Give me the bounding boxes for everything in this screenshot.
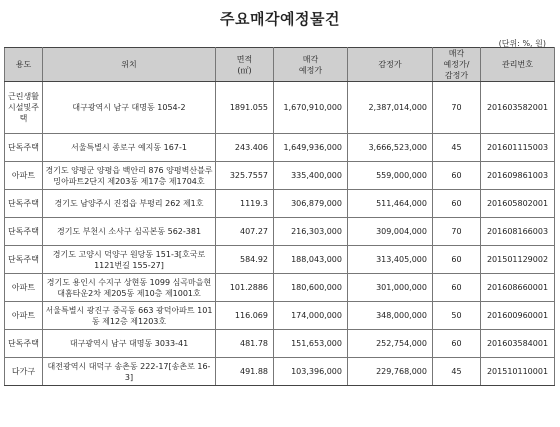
location-cell: 서울특별시 종로구 예지동 167-1 [43, 134, 216, 162]
sale-price-cell: 180,600,000 [274, 274, 348, 302]
usage-cell: 아파트 [5, 162, 43, 190]
mgmt-no-cell: 201603584001 [481, 330, 555, 358]
ratio-cell: 60 [433, 330, 481, 358]
mgmt-no-cell: 201609861003 [481, 162, 555, 190]
property-table [4, 47, 555, 386]
mgmt-no-cell: 201601115003 [481, 134, 555, 162]
ratio-cell: 60 [433, 274, 481, 302]
area-cell: 1119.3 [216, 190, 274, 218]
location-cell: 서울특별시 광진구 중곡동 663 광덕아파트 101동 제12층 제1203호 [43, 302, 216, 330]
page-title: 주요매각예정물건 [220, 10, 340, 28]
sale-price-cell: 1,670,910,000 [274, 82, 348, 134]
table-row [5, 246, 555, 274]
table-row [5, 190, 555, 218]
sale-price-cell: 151,653,000 [274, 330, 348, 358]
col-usage-header: 용도 [5, 48, 43, 82]
area-cell: 325.7557 [216, 162, 274, 190]
mgmt-no-cell: 201501129002 [481, 246, 555, 274]
location-cell: 대구광역시 남구 대명동 1054-2 [43, 82, 216, 134]
area-cell: 407.27 [216, 218, 274, 246]
usage-cell: 단독주택 [5, 330, 43, 358]
area-cell: 116.069 [216, 302, 274, 330]
ratio-cell: 60 [433, 246, 481, 274]
appraisal-cell: 559,000,000 [348, 162, 433, 190]
appraisal-cell: 229,768,000 [348, 358, 433, 386]
col-ratio-header: 매각 예정가/ 감정가 [433, 48, 481, 82]
table-body [5, 82, 555, 386]
usage-cell: 단독주택 [5, 218, 43, 246]
appraisal-cell: 3,666,523,000 [348, 134, 433, 162]
area-cell: 584.92 [216, 246, 274, 274]
table-row [5, 82, 555, 134]
usage-cell: 단독주택 [5, 246, 43, 274]
location-cell: 경기도 남양주시 진접읍 부평리 262 제1호 [43, 190, 216, 218]
usage-cell: 다가구 [5, 358, 43, 386]
unit-note: (단위: %, 원) [498, 39, 546, 48]
col-mgmt-no-header: 관리번호 [481, 48, 555, 82]
location-cell: 경기도 용인시 수지구 상현동 1099 심곡마을현대홈타운2차 제205동 제10층 제1001호 [43, 274, 216, 302]
table-row [5, 274, 555, 302]
appraisal-cell: 309,004,000 [348, 218, 433, 246]
header-row [5, 48, 555, 82]
area-cell: 481.78 [216, 330, 274, 358]
location-cell: 대구광역시 남구 대명동 3033-41 [43, 330, 216, 358]
sale-price-cell: 306,879,000 [274, 190, 348, 218]
ratio-cell: 60 [433, 190, 481, 218]
table-row [5, 134, 555, 162]
appraisal-cell: 2,387,014,000 [348, 82, 433, 134]
ratio-cell: 60 [433, 162, 481, 190]
appraisal-cell: 313,405,000 [348, 246, 433, 274]
appraisal-cell: 301,000,000 [348, 274, 433, 302]
mgmt-no-cell: 201510110001 [481, 358, 555, 386]
location-cell: 경기도 고양시 덕양구 원당동 151-3[호국로1121번길 155-27] [43, 246, 216, 274]
table-row [5, 358, 555, 386]
mgmt-no-cell: 201600960001 [481, 302, 555, 330]
ratio-cell: 70 [433, 218, 481, 246]
ratio-cell: 70 [433, 82, 481, 134]
ratio-cell: 50 [433, 302, 481, 330]
sale-price-cell: 103,396,000 [274, 358, 348, 386]
usage-cell: 근린생활시설및주택 [5, 82, 43, 134]
appraisal-cell: 511,464,000 [348, 190, 433, 218]
col-area-header: 면적 (㎡) [216, 48, 274, 82]
table-row [5, 302, 555, 330]
area-cell: 1891.055 [216, 82, 274, 134]
area-cell: 101.2886 [216, 274, 274, 302]
col-location-header: 위치 [43, 48, 216, 82]
table-row [5, 162, 555, 190]
usage-cell: 단독주택 [5, 134, 43, 162]
location-cell: 경기도 부천시 소사구 심곡본동 562-381 [43, 218, 216, 246]
area-cell: 491.88 [216, 358, 274, 386]
mgmt-no-cell: 201605802001 [481, 190, 555, 218]
mgmt-no-cell: 201608166003 [481, 218, 555, 246]
usage-cell: 아파트 [5, 302, 43, 330]
mgmt-no-cell: 201608660001 [481, 274, 555, 302]
usage-cell: 아파트 [5, 274, 43, 302]
sale-price-cell: 1,649,936,000 [274, 134, 348, 162]
mgmt-no-cell: 201603582001 [481, 82, 555, 134]
col-appraisal-header: 감정가 [348, 48, 433, 82]
table-row [5, 218, 555, 246]
location-cell: 경기도 양평군 양평읍 백안리 876 양평벽산블루밍아파트2단지 제203동 제17층 제1704호 [43, 162, 216, 190]
sale-price-cell: 335,400,000 [274, 162, 348, 190]
ratio-cell: 45 [433, 134, 481, 162]
sale-price-cell: 174,000,000 [274, 302, 348, 330]
appraisal-cell: 348,000,000 [348, 302, 433, 330]
col-sale-price-header: 매각 예정가 [274, 48, 348, 82]
usage-cell: 단독주택 [5, 190, 43, 218]
sale-price-cell: 188,043,000 [274, 246, 348, 274]
ratio-cell: 45 [433, 358, 481, 386]
area-cell: 243.406 [216, 134, 274, 162]
table-row [5, 330, 555, 358]
appraisal-cell: 252,754,000 [348, 330, 433, 358]
location-cell: 대전광역시 대덕구 송촌동 222-17[송촌로 16-3] [43, 358, 216, 386]
sale-price-cell: 216,303,000 [274, 218, 348, 246]
